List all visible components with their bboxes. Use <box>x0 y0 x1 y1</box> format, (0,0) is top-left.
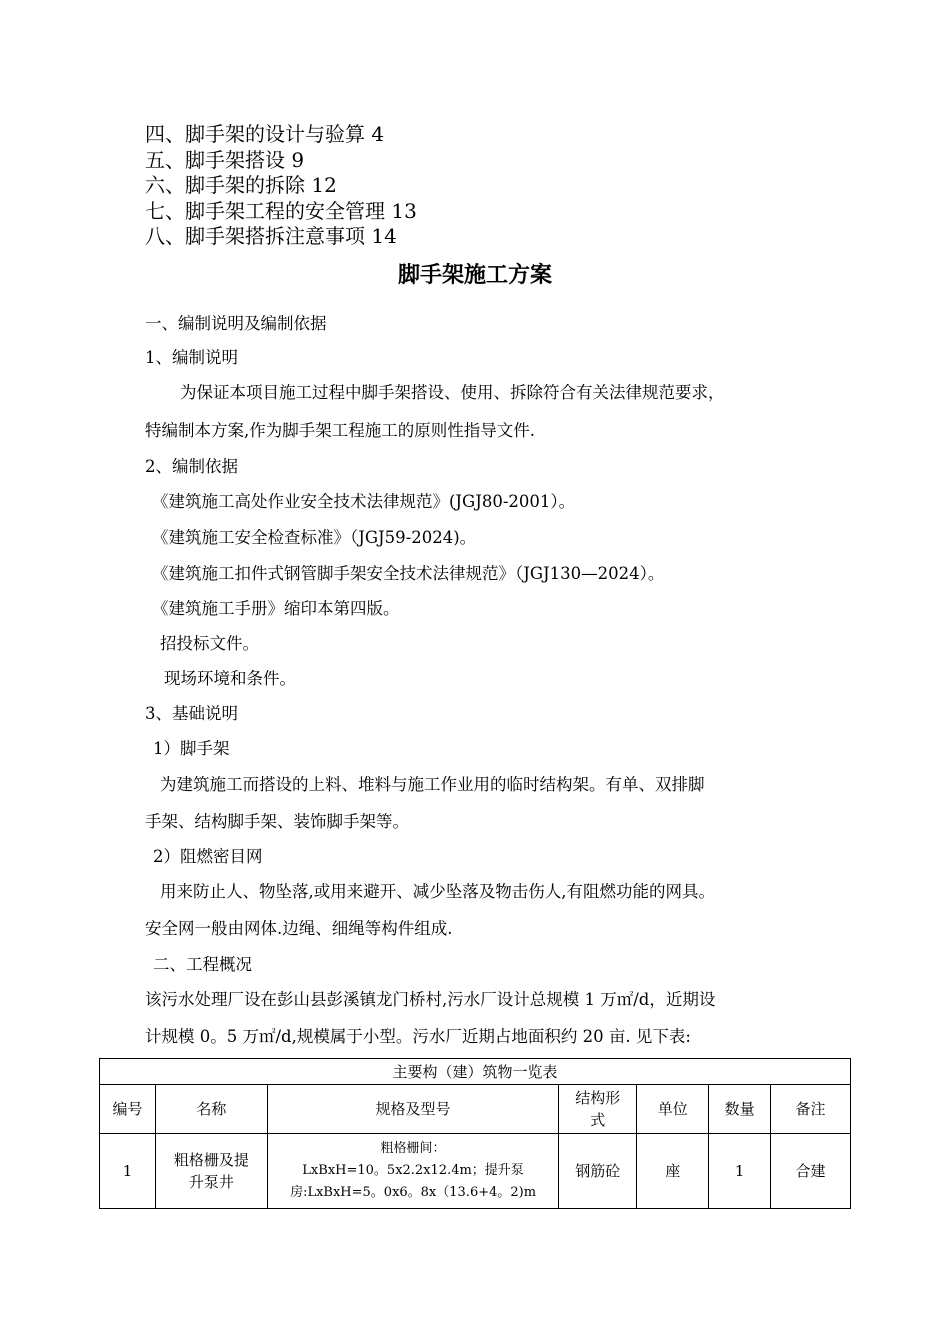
basis-item: 《建筑施工安全检查标准》（JGJ59-2024)。 <box>152 528 477 547</box>
paragraph-line: 该污水处理厂设在彭山县彭溪镇龙门桥村,污水厂设计总规模 1 万㎡/d，近期设 <box>145 990 716 1009</box>
document-title: 脚手架施工方案 <box>397 263 552 288</box>
toc-item[interactable]: 七、脚手架工程的安全管理 13 <box>145 198 417 223</box>
paragraph-line: 用来防止人、物坠落,或用来避开、减少坠落及物击伤人,有阻燃功能的网具。 <box>160 882 715 901</box>
paragraph-line: 计规模 0。5 万㎡/d,规模属于小型。污水厂近期占地面积约 20 亩. 见下表: <box>145 1027 691 1046</box>
paragraph-line: 为建筑施工而搭设的上料、堆料与施工作业用的临时结构架。有单、双排脚 <box>160 775 705 794</box>
structures-table <box>99 1058 851 1209</box>
column-header: 结构形式 <box>559 1085 637 1134</box>
cell-structure: 钢筋砼 <box>559 1134 637 1209</box>
subsection-heading: 1、编制说明 <box>145 348 238 367</box>
spec-line: LxBxH=10。5x2.2x12.4m；提升泵 <box>302 1163 524 1178</box>
paragraph-line: 安全网一般由网体.边绳、细绳等构件组成. <box>145 919 453 938</box>
cell-unit: 座 <box>637 1134 709 1209</box>
basis-item: 《建筑施工手册》缩印本第四版。 <box>152 599 400 618</box>
column-header: 规格及型号 <box>267 1085 559 1134</box>
toc-item[interactable]: 五、脚手架搭设 9 <box>145 147 305 172</box>
item-heading: 1）脚手架 <box>153 739 230 758</box>
paragraph-line: 为保证本项目施工过程中脚手架搭设、使用、拆除符合有关法律规范要求， <box>180 383 725 402</box>
cell-no: 1 <box>100 1134 156 1209</box>
section-heading: 一、编制说明及编制依据 <box>145 314 327 333</box>
subsection-heading: 2、编制依据 <box>145 457 238 476</box>
paragraph-line: 特编制本方案,作为脚手架工程施工的原则性指导文件. <box>145 421 535 440</box>
column-header: 单位 <box>637 1085 709 1134</box>
basis-item: 《建筑施工高处作业安全技术法律规范》(JGJ80-2001）。 <box>152 492 576 511</box>
basis-item: 招投标文件。 <box>160 634 259 653</box>
subsection-heading: 3、基础说明 <box>145 704 238 723</box>
table-caption: 主要构（建）筑物一览表 <box>100 1059 851 1085</box>
cell-note: 合建 <box>771 1134 851 1209</box>
column-header: 名称 <box>155 1085 267 1134</box>
spec-line: 粗格栅间： <box>380 1141 446 1156</box>
table-row <box>100 1134 851 1209</box>
cell-spec <box>267 1134 559 1209</box>
column-header: 编号 <box>100 1085 156 1134</box>
column-header: 备注 <box>771 1085 851 1134</box>
cell-qty: 1 <box>709 1134 771 1209</box>
cell-name: 粗格栅及提升泵井 <box>155 1134 267 1209</box>
toc-item[interactable]: 六、脚手架的拆除 12 <box>145 173 337 197</box>
item-heading: 2）阻燃密目网 <box>153 847 263 866</box>
basis-item: 现场环境和条件。 <box>164 669 296 688</box>
basis-item: 《建筑施工扣件式钢管脚手架安全技术法律规范》（JGJ130—2024）。 <box>152 564 665 583</box>
toc-item[interactable]: 四、脚手架的设计与验算 4 <box>145 122 385 146</box>
section-heading: 二、工程概况 <box>153 955 252 974</box>
paragraph-line: 手架、结构脚手架、装饰脚手架等。 <box>145 812 409 831</box>
column-header: 数量 <box>709 1085 771 1134</box>
table-header-row <box>100 1085 851 1134</box>
table-of-contents <box>145 122 417 250</box>
spec-line: 房:LxBxH=5。0x6。8x（13.6+4。2)m <box>290 1185 537 1200</box>
toc-item[interactable]: 八、脚手架搭拆注意事项 14 <box>145 224 397 248</box>
